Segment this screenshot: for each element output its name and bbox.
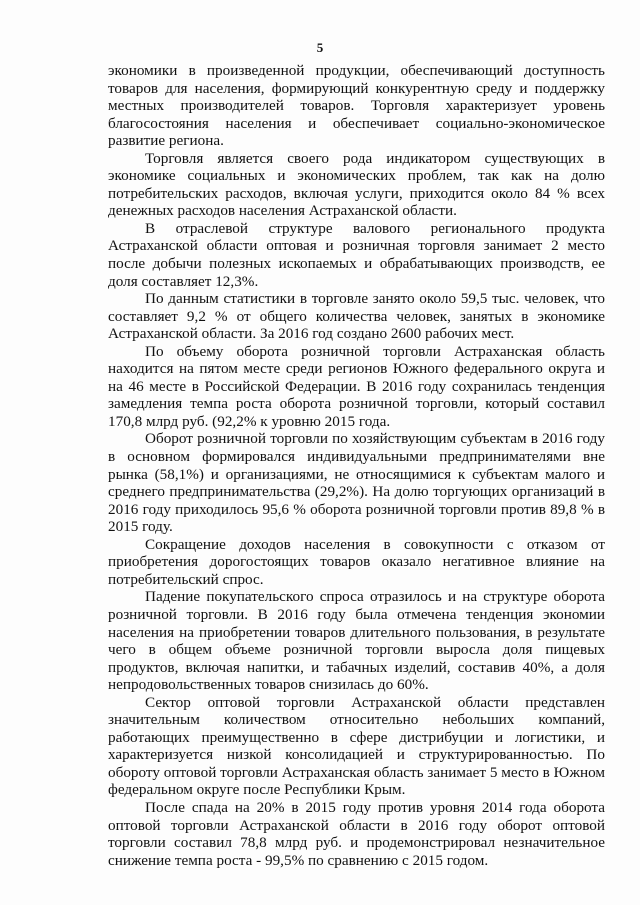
paragraph-1: экономики в произведенной продукции, обеспечивающий доступность товаров для населения, формирующий конкурентную среду и поддержку местных производителей товаров. Торговля характеризует уровень благосостояния населения и обеспечивает социально-экономическое развитие региона. [108,62,605,150]
paragraph-9: Сектор оптовой торговли Астраханской области представлен значительным количеством относительно небольших компаний, работающих преимущественно в сфере дистрибуции и логистики, и характеризуется низкой консолидацией и структурированностью. По обороту оптовой торговли Астраханская область занимает 5 место в Южном федеральном округе после Республики Крым. [108,693,605,799]
body-text [108,62,605,869]
paragraph-4: По данным статистики в торговле занято около 59,5 тыс. человек, что составляет 9,2 % от общего количества человек, занятых в экономике Астраханской области. За 2016 год создано 2600 рабочих мест. [108,290,605,343]
paragraph-6: Оборот розничной торговли по хозяйствующим субъектам в 2016 году в основном формировался индивидуальными предпринимателями вне рынка (58,1%) и организациями, не относящимися к субъектам малого и среднего предпринимательства (29,2%). На долю торгующих организаций в 2016 году приходилось 95,6 % оборота розничной торговли против 89,8 % в 2015 году. [108,430,605,536]
page-number: 5 [316,40,324,55]
paragraph-7: Сокращение доходов населения в совокупности с отказом от приобретения дорогостоящих товаров оказало негативное влияние на потребительский спрос. [108,535,605,588]
paragraph-5: По объему оборота розничной торговли Астраханская область находится на пятом месте среди регионов Южного федерального округа и на 46 месте в Российской Федерации. В 2016 году сохранилась тенденция замедления темпа роста оборота розничной торговли, который составил 170,8 млрд руб. (92,2% к уровню 2015 года. [108,342,605,430]
paragraph-2: Торговля является своего рода индикатором существующих в экономике социальных и экономических проблем, так как на долю потребительских расходов, включая услуги, приходится около 84 % всех денежных расходов населения Астраханской области. [108,149,605,220]
paragraph-8: Падение покупательского спроса отразилось и на структуре оборота розничной торговли. В 2016 году была отмечена тенденция экономии населения на приобретении товаров длительного пользования, в результате чего в общем объеме розничной торговли выросла доля пищевых продуктов, включая напитки, и табачных изделий, составив 40%, а доля непродовольственных товаров снизилась до 60%. [108,588,605,694]
paragraph-3: В отраслевой структуре валового регионального продукта Астраханской области оптовая и розничная торговля занимает 2 место после добычи полезных ископаемых и обрабатывающих производств, ее доля составляет 12,3%. [108,219,605,290]
paragraph-10: После спада на 20% в 2015 году против уровня 2014 года оборота оптовой торговли Астраханской области в 2016 году оборот оптовой торговли составил 78,8 млрд руб. и продемонстрировал незначительное снижение темпа роста - 99,5% по сравнению с 2015 годом. [108,798,605,869]
